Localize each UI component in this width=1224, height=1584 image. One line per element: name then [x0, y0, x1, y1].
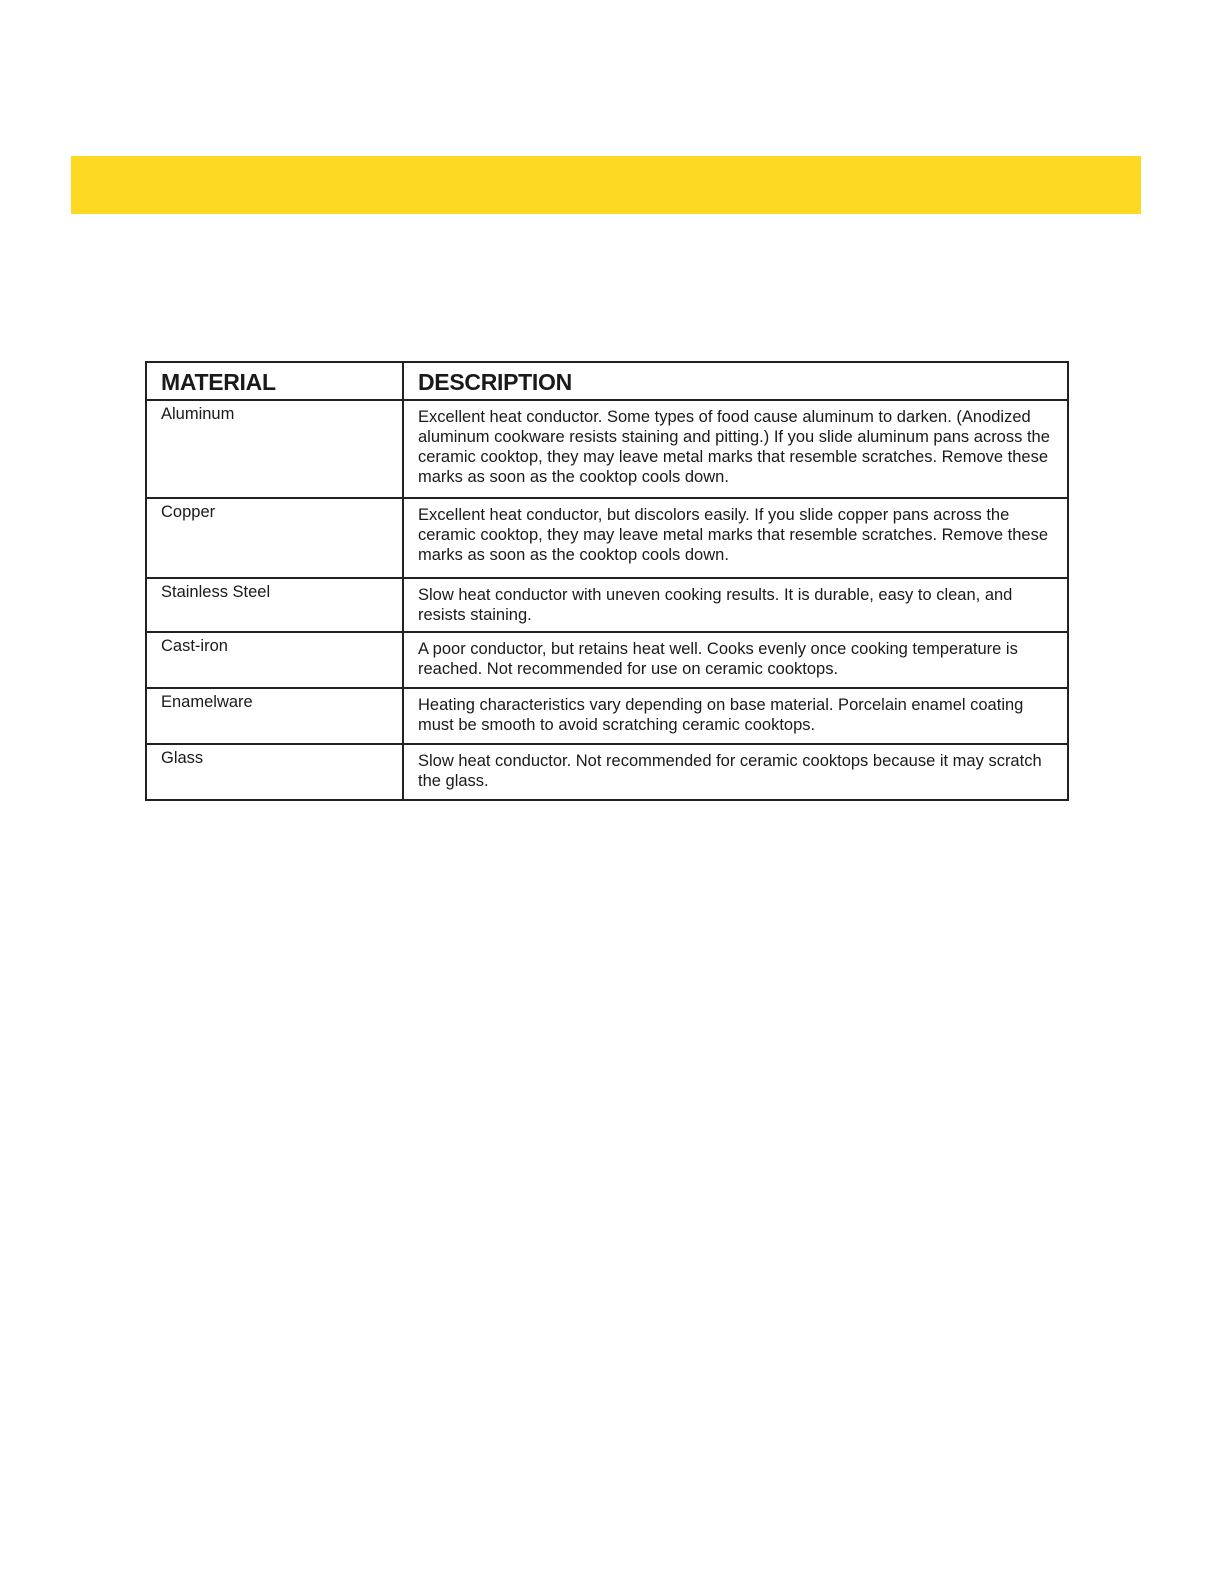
table-row — [146, 578, 1068, 632]
material-cell: Cast-iron — [146, 632, 403, 688]
description-cell: Excellent heat conductor. Some types of food cause aluminum to darken. (Anodized aluminum cookware resists staining and pitting.) If you slide aluminum pans across the ceramic cooktop, they may leave metal marks that resemble scratches. Remove these marks as soon as the cooktop cools down. — [403, 400, 1068, 498]
table-row — [146, 688, 1068, 744]
material-cell: Aluminum — [146, 400, 403, 498]
material-column-header: MATERIAL — [146, 362, 403, 400]
cookware-material-table — [145, 361, 1069, 801]
table-row — [146, 744, 1068, 800]
description-column-header: DESCRIPTION — [403, 362, 1068, 400]
table-row — [146, 632, 1068, 688]
description-cell: Excellent heat conductor, but discolors easily. If you slide copper pans across the ceramic cooktop, they may leave metal marks that resemble scratches. Remove these marks as soon as the cooktop cools down. — [403, 498, 1068, 578]
material-cell: Stainless Steel — [146, 578, 403, 632]
table-header-row — [146, 362, 1068, 400]
material-cell: Glass — [146, 744, 403, 800]
description-cell: Heating characteristics vary depending on base material. Porcelain enamel coating must be smooth to avoid scratching ceramic cooktops. — [403, 688, 1068, 744]
material-cell: Copper — [146, 498, 403, 578]
material-cell: Enamelware — [146, 688, 403, 744]
description-cell: Slow heat conductor. Not recommended for ceramic cooktops because it may scratch the glass. — [403, 744, 1068, 800]
description-cell: A poor conductor, but retains heat well. Cooks evenly once cooking temperature is reached. Not recommended for use on ceramic cooktops. — [403, 632, 1068, 688]
table-row — [146, 400, 1068, 498]
description-cell: Slow heat conductor with uneven cooking results. It is durable, easy to clean, and resists staining. — [403, 578, 1068, 632]
header-banner — [71, 156, 1141, 214]
table-row — [146, 498, 1068, 578]
